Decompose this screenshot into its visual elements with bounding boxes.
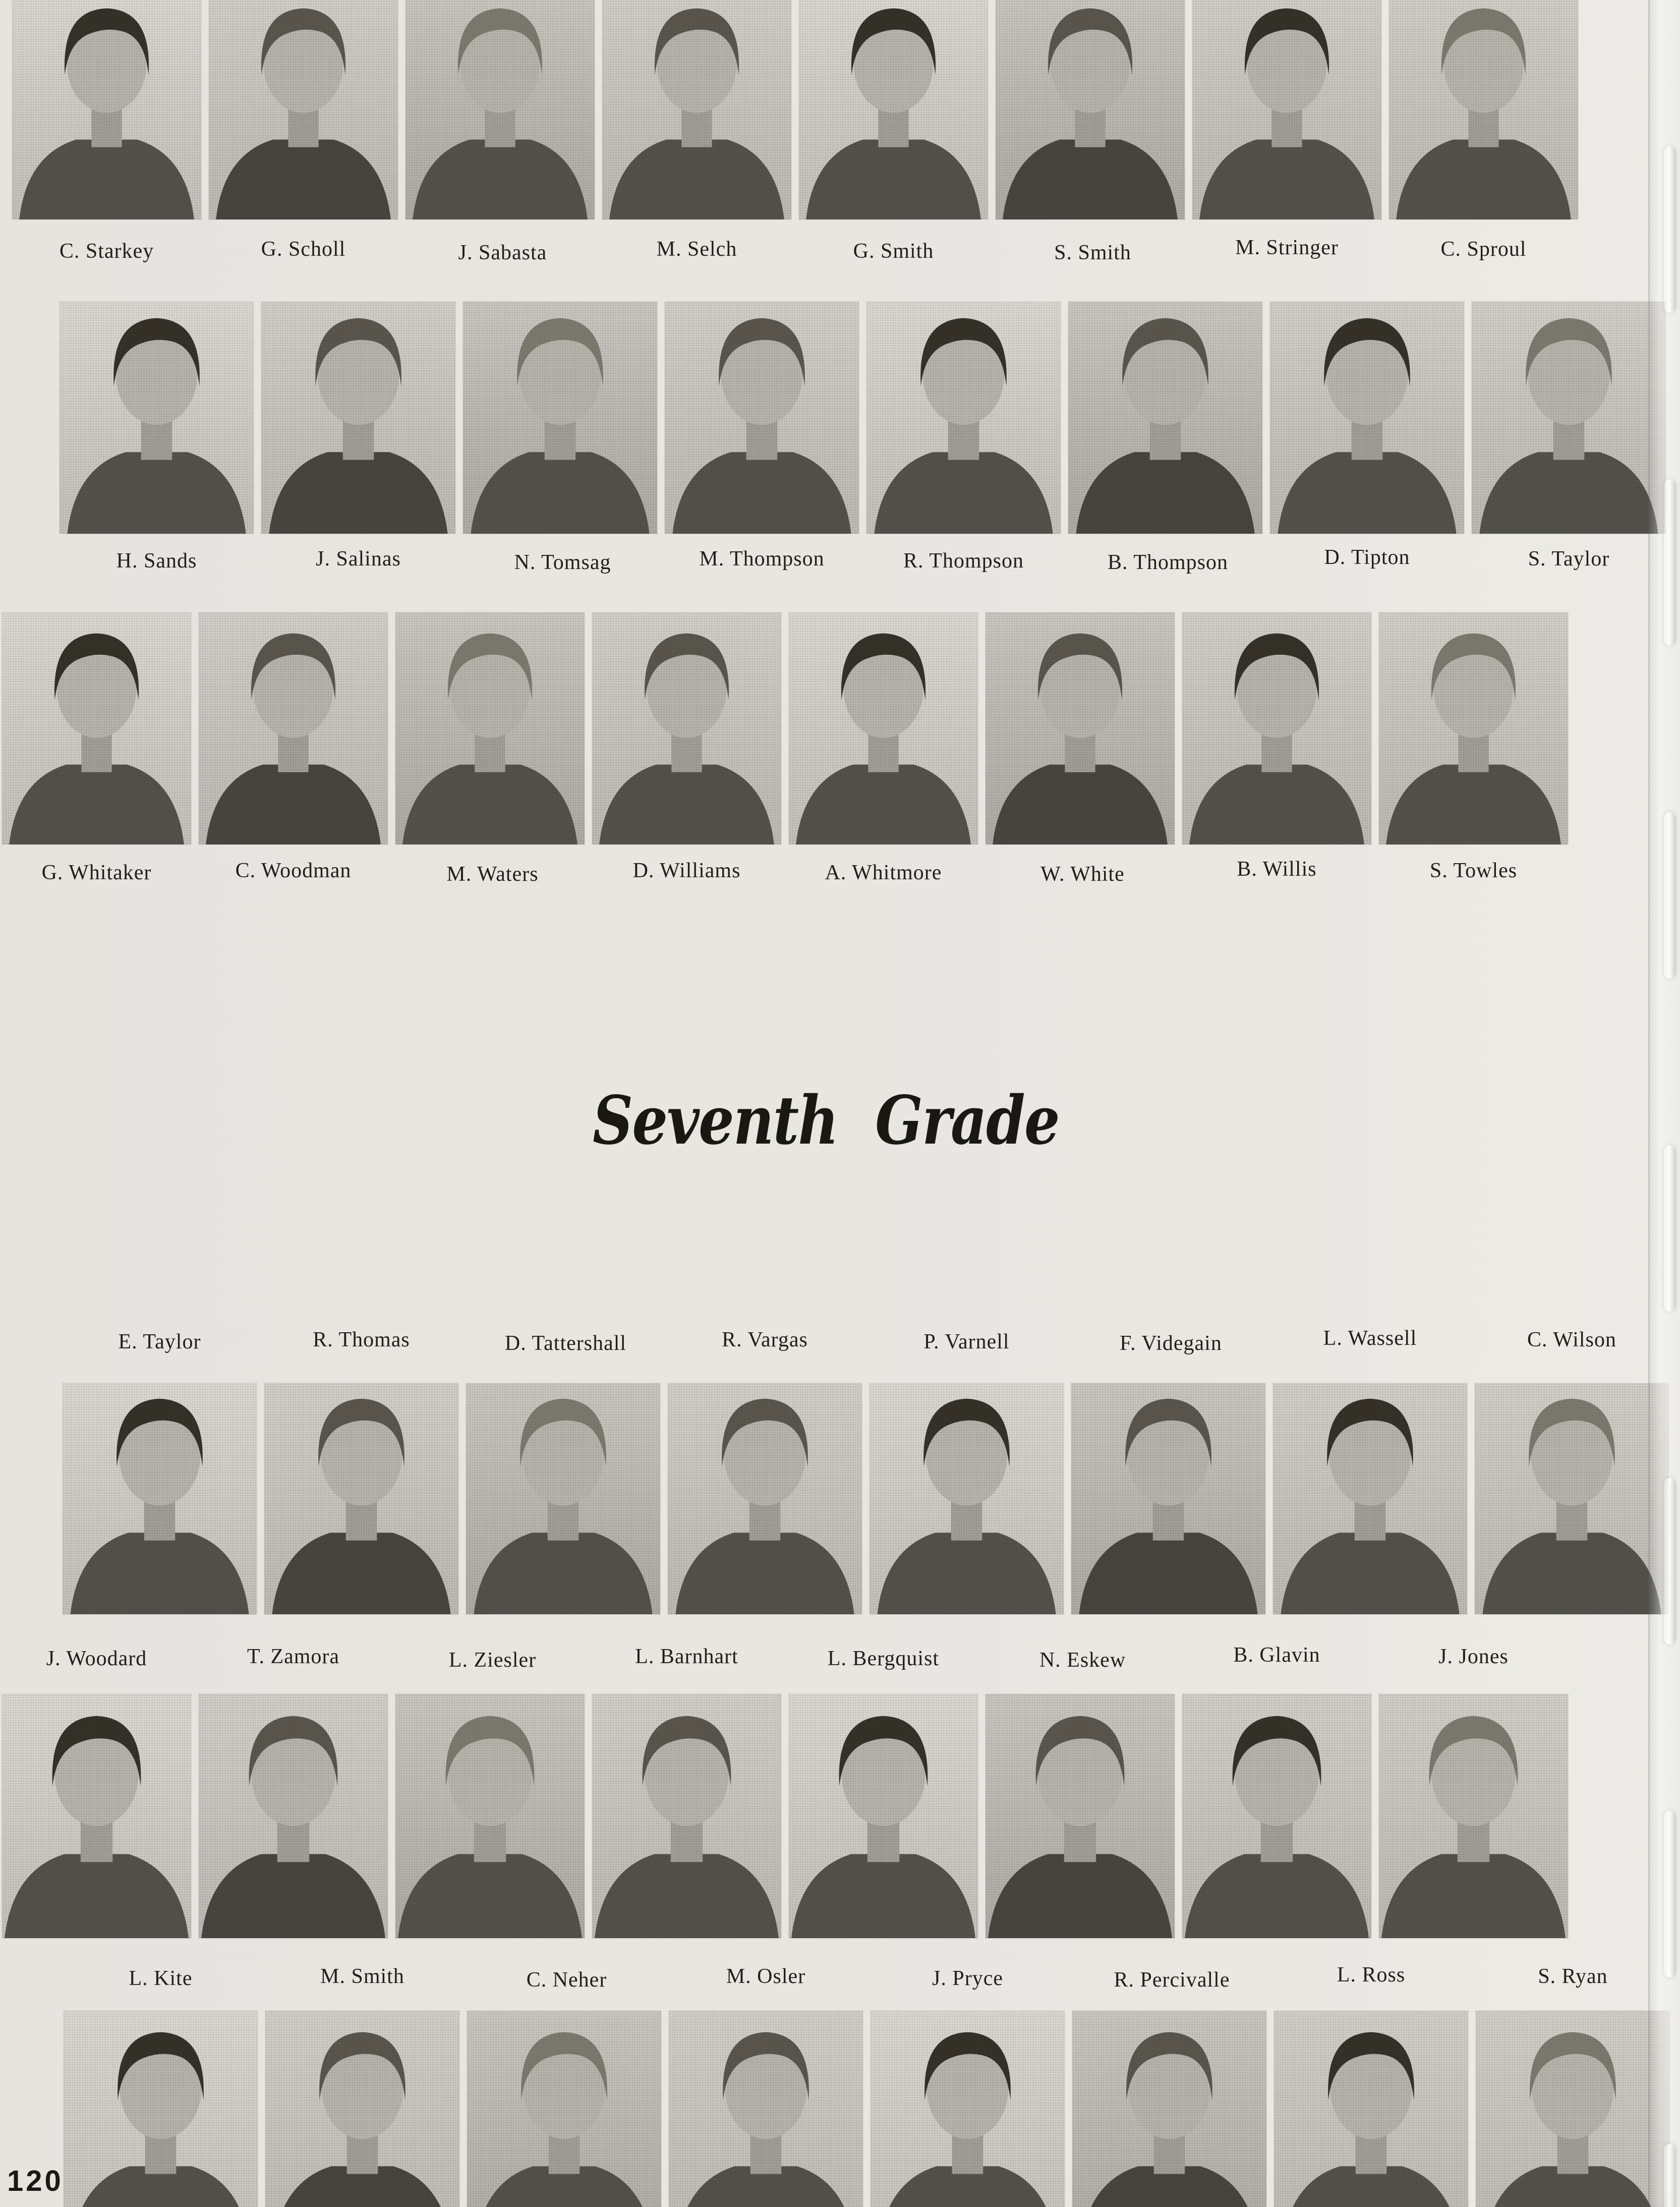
portrait-photo bbox=[265, 2011, 459, 2207]
portrait-photo bbox=[1273, 1383, 1467, 1614]
name-cell bbox=[592, 861, 781, 885]
name-cell bbox=[264, 1330, 458, 1354]
name-cell bbox=[405, 239, 595, 263]
portrait-silhouette-icon bbox=[1273, 1383, 1467, 1614]
portrait-silhouette-icon bbox=[395, 612, 585, 844]
student-name: D. Williams bbox=[632, 859, 741, 882]
name-cell bbox=[1379, 861, 1568, 885]
student-name: M. Selch bbox=[656, 238, 737, 261]
student-name: T. Zamora bbox=[247, 1645, 340, 1668]
portrait-photo bbox=[592, 612, 781, 844]
portrait-silhouette-icon bbox=[265, 2011, 459, 2207]
portrait-silhouette-icon bbox=[12, 0, 201, 219]
name-cell bbox=[1072, 1966, 1266, 1991]
name-cell bbox=[665, 549, 859, 573]
student-name: G. Whitaker bbox=[41, 861, 152, 884]
portrait-photo bbox=[209, 0, 398, 219]
student-name: S. Smith bbox=[1054, 241, 1131, 264]
student-name: G. Scholl bbox=[261, 238, 346, 261]
student-name: C. Woodman bbox=[235, 859, 352, 882]
portrait-photo bbox=[264, 1383, 458, 1614]
student-name: N. Tomsag bbox=[514, 551, 611, 574]
portrait-photo bbox=[199, 612, 388, 844]
portrait-photo bbox=[1379, 612, 1568, 844]
student-name: C. Sproul bbox=[1440, 238, 1527, 261]
portrait-photo bbox=[2, 1694, 191, 1938]
student-name: J. Pryce bbox=[932, 1967, 1003, 1990]
student-name: C. Starkey bbox=[59, 240, 154, 263]
student-name: L. Bergquist bbox=[827, 1647, 940, 1670]
portrait-photo bbox=[602, 0, 791, 219]
student-name: B. Willis bbox=[1237, 858, 1317, 881]
name-cell bbox=[1192, 236, 1381, 263]
student-name: R. Vargas bbox=[722, 1328, 808, 1351]
name-row-6 bbox=[64, 1963, 1670, 1992]
portrait-silhouette-icon bbox=[1192, 0, 1381, 219]
portrait-silhouette-icon bbox=[602, 0, 791, 219]
portrait-silhouette-icon bbox=[1182, 1694, 1371, 1938]
photo-row-3 bbox=[2, 612, 1568, 844]
portrait-photo bbox=[64, 2011, 258, 2207]
student-name: B. Thompson bbox=[1108, 551, 1228, 574]
portrait-photo bbox=[986, 612, 1175, 844]
name-cell bbox=[668, 1330, 862, 1354]
portrait-silhouette-icon bbox=[405, 0, 595, 219]
portrait-photo bbox=[1192, 0, 1381, 219]
portrait-silhouette-icon bbox=[871, 2011, 1065, 2207]
student-name: C. Wilson bbox=[1527, 1328, 1616, 1351]
name-cell bbox=[870, 1330, 1064, 1354]
portrait-photo bbox=[592, 1694, 781, 1938]
portrait-silhouette-icon bbox=[64, 2011, 258, 2207]
portrait-photo bbox=[467, 2011, 661, 2207]
portrait-photo bbox=[1182, 1694, 1371, 1938]
portrait-silhouette-icon bbox=[467, 2011, 661, 2207]
name-cell bbox=[1274, 1963, 1468, 1991]
name-cell bbox=[1068, 549, 1262, 573]
portrait-silhouette-icon bbox=[986, 612, 1175, 844]
student-name: R. Thompson bbox=[903, 549, 1024, 573]
student-name: J. Sabasta bbox=[458, 241, 547, 264]
name-cell bbox=[789, 1647, 978, 1671]
student-name: R. Percivalle bbox=[1114, 1968, 1230, 1992]
portrait-photo bbox=[866, 302, 1061, 534]
portrait-silhouette-icon bbox=[592, 612, 781, 844]
name-cell bbox=[63, 1330, 257, 1354]
portrait-silhouette-icon bbox=[870, 1383, 1064, 1614]
student-name: J. Woodard bbox=[46, 1647, 147, 1670]
name-row-5 bbox=[2, 1644, 1568, 1672]
student-name: M. Smith bbox=[320, 1965, 404, 1988]
portrait-photo bbox=[1475, 1383, 1669, 1614]
portrait-silhouette-icon bbox=[996, 0, 1185, 219]
name-cell bbox=[395, 861, 585, 885]
student-name: N. Eskew bbox=[1039, 1649, 1126, 1672]
portrait-photo bbox=[199, 1694, 388, 1938]
name-cell bbox=[1472, 549, 1666, 573]
portrait-photo bbox=[405, 0, 595, 219]
name-row-1 bbox=[12, 236, 1578, 264]
name-cell bbox=[463, 549, 657, 573]
name-cell bbox=[199, 861, 388, 885]
student-name: L. Ziesler bbox=[448, 1649, 537, 1672]
portrait-photo bbox=[668, 1383, 862, 1614]
portrait-photo bbox=[870, 1383, 1064, 1614]
student-name: H. Sands bbox=[116, 549, 197, 573]
name-cell bbox=[789, 861, 978, 885]
name-cell bbox=[1476, 1966, 1670, 1991]
name-cell bbox=[12, 239, 201, 263]
portrait-silhouette-icon bbox=[1475, 1383, 1669, 1614]
name-cell bbox=[199, 1647, 388, 1671]
name-cell bbox=[64, 1966, 258, 1991]
photo-row-1 bbox=[12, 0, 1578, 219]
portrait-photo bbox=[395, 612, 585, 844]
portrait-silhouette-icon bbox=[63, 1383, 257, 1614]
name-cell bbox=[265, 1966, 459, 1991]
name-cell bbox=[602, 239, 791, 263]
name-cell bbox=[1182, 1644, 1371, 1671]
portrait-photo bbox=[60, 302, 254, 534]
binding-mark bbox=[1664, 812, 1676, 979]
portrait-photo bbox=[669, 2011, 863, 2207]
portrait-silhouette-icon bbox=[789, 612, 978, 844]
binding-mark bbox=[1664, 479, 1676, 646]
student-name: P. Varnell bbox=[923, 1330, 1010, 1353]
portrait-photo bbox=[63, 1383, 257, 1614]
name-cell bbox=[261, 549, 455, 573]
portrait-photo bbox=[1072, 2011, 1266, 2207]
portrait-photo bbox=[1071, 1383, 1265, 1614]
student-name: D. Tattershall bbox=[504, 1332, 627, 1355]
portrait-silhouette-icon bbox=[668, 1383, 862, 1614]
student-name: S. Ryan bbox=[1538, 1965, 1608, 1988]
portrait-silhouette-icon bbox=[1071, 1383, 1265, 1614]
name-cell bbox=[986, 1647, 1175, 1671]
student-name: L. Barnhart bbox=[635, 1645, 738, 1668]
portrait-photo bbox=[665, 302, 859, 534]
portrait-photo bbox=[1270, 302, 1464, 534]
student-name: G. Smith bbox=[853, 240, 934, 263]
portrait-photo bbox=[1182, 612, 1371, 844]
portrait-photo bbox=[12, 0, 201, 219]
name-cell bbox=[1379, 1647, 1568, 1671]
student-name: L. Ross bbox=[1337, 1963, 1406, 1987]
name-cell bbox=[1475, 1330, 1669, 1354]
name-row-2 bbox=[60, 546, 1666, 574]
student-name: L. Kite bbox=[129, 1967, 193, 1990]
portrait-silhouette-icon bbox=[1072, 2011, 1266, 2207]
photo-row-2 bbox=[60, 302, 1666, 534]
portrait-silhouette-icon bbox=[395, 1694, 585, 1938]
portrait-silhouette-icon bbox=[592, 1694, 781, 1938]
name-cell bbox=[1273, 1327, 1467, 1354]
name-cell bbox=[866, 549, 1061, 573]
name-cell bbox=[60, 549, 254, 573]
portrait-silhouette-icon bbox=[986, 1694, 1175, 1938]
portrait-silhouette-icon bbox=[1182, 612, 1371, 844]
portrait-silhouette-icon bbox=[665, 302, 859, 534]
name-cell bbox=[1270, 546, 1464, 573]
portrait-silhouette-icon bbox=[669, 2011, 863, 2207]
student-name: M. Waters bbox=[446, 863, 539, 886]
name-cell bbox=[592, 1647, 781, 1671]
photo-row-5 bbox=[2, 1694, 1568, 1938]
name-row-4 bbox=[63, 1327, 1669, 1355]
name-cell bbox=[466, 1330, 660, 1354]
section-title bbox=[0, 1082, 1651, 1160]
portrait-silhouette-icon bbox=[1476, 2011, 1670, 2207]
portrait-photo bbox=[1068, 302, 1262, 534]
student-name: S. Towles bbox=[1429, 859, 1518, 882]
binding-mark bbox=[1664, 2144, 1676, 2207]
portrait-photo bbox=[799, 0, 988, 219]
name-cell bbox=[467, 1966, 661, 1991]
portrait-photo bbox=[1476, 2011, 1670, 2207]
name-cell bbox=[871, 1966, 1065, 1991]
student-name: J. Salinas bbox=[316, 547, 401, 571]
name-cell bbox=[1071, 1330, 1265, 1354]
student-name: A. Whitmore bbox=[825, 861, 942, 884]
name-cell bbox=[2, 861, 191, 885]
portrait-photo bbox=[261, 302, 455, 534]
portrait-photo bbox=[1274, 2011, 1468, 2207]
portrait-silhouette-icon bbox=[2, 1694, 191, 1938]
portrait-photo bbox=[466, 1383, 660, 1614]
portrait-silhouette-icon bbox=[199, 612, 388, 844]
student-name: S. Taylor bbox=[1528, 547, 1610, 571]
name-cell bbox=[986, 861, 1175, 885]
student-name: M. Osler bbox=[726, 1965, 806, 1988]
portrait-silhouette-icon bbox=[463, 302, 657, 534]
portrait-photo bbox=[395, 1694, 585, 1938]
student-name: M. Thompson bbox=[699, 547, 825, 571]
student-name: L. Wassell bbox=[1323, 1327, 1417, 1350]
portrait-silhouette-icon bbox=[1389, 0, 1578, 219]
student-name: D. Tipton bbox=[1324, 546, 1410, 569]
student-name: R. Thomas bbox=[313, 1328, 410, 1351]
portrait-silhouette-icon bbox=[1270, 302, 1464, 534]
portrait-silhouette-icon bbox=[209, 0, 398, 219]
portrait-photo bbox=[996, 0, 1185, 219]
portrait-silhouette-icon bbox=[1068, 302, 1262, 534]
portrait-photo bbox=[1472, 302, 1666, 534]
binding-mark bbox=[1664, 146, 1676, 313]
portrait-silhouette-icon bbox=[261, 302, 455, 534]
name-cell bbox=[209, 239, 398, 263]
portrait-photo bbox=[1389, 0, 1578, 219]
page-number: 120 bbox=[7, 2165, 64, 2197]
portrait-silhouette-icon bbox=[1379, 1694, 1568, 1938]
portrait-silhouette-icon bbox=[866, 302, 1061, 534]
student-name: F. Videgain bbox=[1120, 1332, 1222, 1355]
portrait-silhouette-icon bbox=[1274, 2011, 1468, 2207]
portrait-silhouette-icon bbox=[199, 1694, 388, 1938]
portrait-photo bbox=[463, 302, 657, 534]
portrait-photo bbox=[2, 612, 191, 844]
portrait-photo bbox=[871, 2011, 1065, 2207]
portrait-photo bbox=[986, 1694, 1175, 1938]
portrait-silhouette-icon bbox=[264, 1383, 458, 1614]
portrait-silhouette-icon bbox=[799, 0, 988, 219]
portrait-silhouette-icon bbox=[60, 302, 254, 534]
photo-row-6 bbox=[64, 2011, 1670, 2207]
name-cell bbox=[1389, 239, 1578, 263]
name-cell bbox=[1182, 858, 1371, 885]
student-name: M. Stringer bbox=[1235, 236, 1339, 259]
student-name: B. Glavin bbox=[1233, 1644, 1320, 1667]
name-cell bbox=[2, 1647, 191, 1671]
student-name: C. Neher bbox=[526, 1968, 607, 1992]
section-title-text: Seventh Grade bbox=[592, 1082, 1059, 1160]
binding-mark bbox=[1664, 1811, 1676, 1977]
photo-row-4 bbox=[63, 1383, 1669, 1614]
portrait-silhouette-icon bbox=[789, 1694, 978, 1938]
name-cell bbox=[669, 1966, 863, 1991]
name-cell bbox=[395, 1647, 585, 1671]
name-cell bbox=[799, 239, 988, 263]
portrait-silhouette-icon bbox=[2, 612, 191, 844]
binding-mark bbox=[1664, 1478, 1676, 1645]
student-name: E. Taylor bbox=[118, 1330, 201, 1353]
student-name: J. Jones bbox=[1438, 1645, 1509, 1668]
binding-mark bbox=[1664, 1145, 1676, 1312]
portrait-silhouette-icon bbox=[466, 1383, 660, 1614]
student-name: W. White bbox=[1040, 863, 1125, 886]
portrait-photo bbox=[1379, 1694, 1568, 1938]
portrait-photo bbox=[789, 612, 978, 844]
portrait-photo bbox=[789, 1694, 978, 1938]
name-cell bbox=[996, 239, 1185, 263]
portrait-silhouette-icon bbox=[1379, 612, 1568, 844]
name-row-3 bbox=[2, 858, 1568, 886]
portrait-silhouette-icon bbox=[1472, 302, 1666, 534]
